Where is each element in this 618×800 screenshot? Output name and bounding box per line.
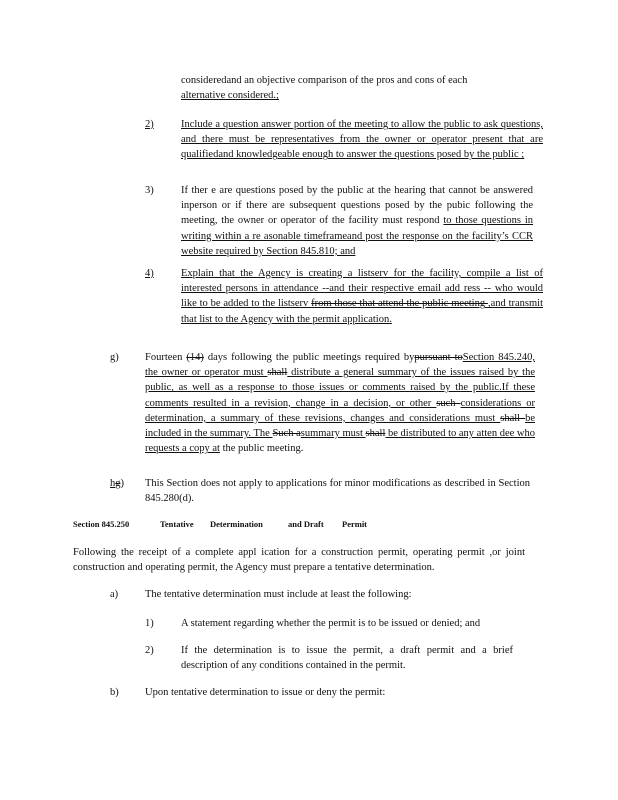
paragraph-b-text: Upon tentative determination to issue or deny the permit: bbox=[145, 687, 386, 698]
g-text-4: the public meeting. bbox=[222, 443, 304, 455]
item-2-number: 2) bbox=[145, 119, 154, 130]
g-struck-6: Such a bbox=[272, 428, 301, 440]
paragraph-g-label: g) bbox=[110, 352, 119, 363]
section-title-and-draft: and Draft bbox=[288, 519, 324, 529]
g-struck-3: shall bbox=[267, 367, 288, 379]
item-a2-text: If the determination is to issue the permit, a draft permit and a brief description of any conditions contained in the permit. bbox=[181, 645, 513, 672]
g-text-3: Section 845.240, the owner or operator must bbox=[145, 352, 536, 379]
g-text-1: Fourteen bbox=[145, 352, 187, 363]
g-underlined-3: be included in the summary. The bbox=[145, 412, 535, 440]
paragraph-h-text: This Section does not apply to applications for minor modifications as described in Section 845.280(d). bbox=[145, 478, 530, 505]
item-a2-number: 2) bbox=[145, 645, 154, 656]
g-underlined-5: be distributed to any atten dee who requests a copy at bbox=[145, 428, 535, 455]
section-intro-paragraph: Following the receipt of a complete appl ication for a construction permit, operating permit ,or joint construction and operating permit, the Agency must prepare a tentative determination. bbox=[73, 547, 525, 574]
item-3-underlined-text: to those questions in writing within a re asonable timeframeand post the response on the facility’s CCR website required by Section 845.810; and bbox=[181, 215, 534, 257]
item-3-plain-text: If ther e are questions posed by the public at the hearing that cannot be answered inperson or if there are subsequent questions posed by the pubic following the meeting, the owner or operator of the facility must respond bbox=[181, 185, 533, 227]
paragraph-b-label: b) bbox=[110, 687, 119, 698]
section-title-permit: Permit bbox=[342, 519, 368, 529]
g-underlined-2: considerations or determination, a summary of these revisions, changes and considerations must bbox=[145, 397, 535, 424]
item-4-text-b: ,and transmit that list to the Agency with the permit application. bbox=[181, 298, 543, 325]
g-underlined-4: summary must bbox=[300, 428, 366, 440]
item-4-text-a: Explain that the Agency is creating a listserv for the facility, compile a list of interested persons in attendance --and their respective email add ress -- who would like to be added to the listserv bbox=[181, 268, 543, 310]
paragraph-g-text bbox=[145, 350, 535, 456]
g-struck-7: shall bbox=[365, 428, 386, 440]
g-underlined-1: distribute a general summary of the issues raised by the public, as well as a response to those issues or comments raised by the public.If these comments resulted in a revision, change in a decision, or other bbox=[145, 367, 536, 409]
continuation-line-1: consideredand an objective comparison of the pros and cons of each bbox=[181, 75, 468, 86]
g-struck-1: (14) bbox=[186, 352, 204, 363]
g-struck-2: pursuant to bbox=[414, 352, 463, 363]
paragraph-h-label bbox=[110, 476, 124, 491]
section-number: Section 845.250 bbox=[73, 519, 130, 529]
h-label-paren: ) bbox=[120, 478, 124, 489]
item-3-text bbox=[181, 183, 533, 259]
item-a1-text: A statement regarding whether the permit is to be issued or denied; and bbox=[181, 618, 481, 629]
paragraph-a-label: a) bbox=[110, 589, 119, 600]
section-title-determination: Determination bbox=[210, 519, 263, 529]
continuation-paragraph bbox=[181, 73, 511, 103]
item-4-number: 4) bbox=[145, 268, 154, 279]
item-a1-number: 1) bbox=[145, 618, 154, 629]
g-text-2: days following the public meetings required by bbox=[203, 352, 415, 363]
g-struck-4: such bbox=[436, 397, 461, 409]
continuation-line-2: alternative considered.; bbox=[181, 90, 279, 102]
item-4-text bbox=[181, 266, 543, 327]
h-label-struck: g bbox=[115, 478, 121, 489]
item-4-struck-text: from those that attend the public meeting bbox=[311, 298, 488, 310]
section-title-tentative: Tentative bbox=[160, 519, 194, 529]
h-label-new: h bbox=[110, 478, 116, 489]
g-struck-5: shall bbox=[500, 412, 526, 424]
item-2-text: Include a question answer portion of the meeting to allow the public to ask questions, and there must be representatives from the owner or operator present that are qualifiedand knowledgeable enough to answer the questions posed by the public ; bbox=[181, 119, 543, 161]
item-3-number: 3) bbox=[145, 185, 154, 196]
paragraph-a-text: The tentative determination must include at least the following: bbox=[145, 589, 412, 600]
